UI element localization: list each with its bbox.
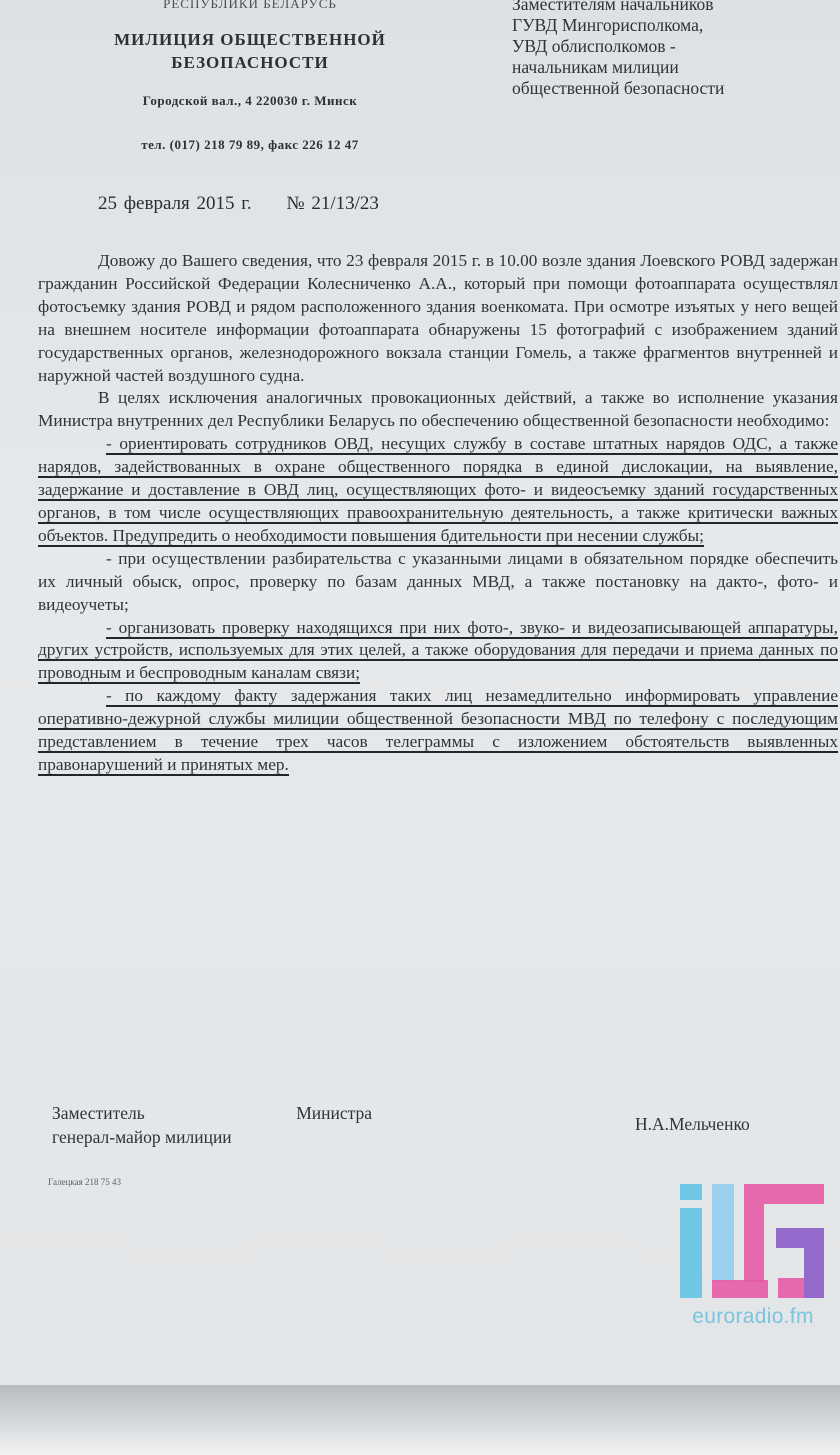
org-address: Городской вал., 4 220030 г. Минск: [142, 93, 358, 108]
photo-bottom-edge: [0, 1385, 840, 1455]
instruction-item-orient: - ориентировать сотрудников ОВД, несущих службу в составе штатных нарядов ОДС, а также нарядов, задействованных в охране общественного порядка в единой дислокации, на выявление, задержание и доставление в ОВД лиц, осуществляющих фото- и видеосъемку зданий государственных органов, в том числе осуществляющих правоохранительную деятельность, а также критически важных объектов. Предупредить о необходимости повышения бдительности при несении службы;: [38, 434, 838, 545]
signatory-position-left: Заместитель: [52, 1103, 145, 1123]
addressee-block: [512, 0, 832, 99]
paragraph-purpose: В целях исключения аналогичных провокационных действий, а также во исполнение указания Министра внутренних дел Республики Беларусь по обеспечению общественной безопасности необходимо:: [38, 388, 838, 431]
addressee-line: начальникам милиции: [512, 57, 679, 77]
instruction-item-search: - при осуществлении разбирательства с указанными лицами в обязательном порядке обеспечить их личный обыск, опрос, проверку по базам данных МВД, а также постановку на дакто-, фото- и видеоучеты;: [38, 548, 838, 614]
euroradio-watermark: [678, 1180, 828, 1348]
letter-body: [38, 250, 838, 777]
sender-header: [60, 0, 440, 153]
paragraph-incident: Довожу до Вашего сведения, что 23 февраля 2015 г. в 10.00 возле здания Лоевского РОВД задержан гражданин Российской Федерации Колесниченко А.А., который при помощи фотоаппарата осуществлял фотосъемку здания РОВД и рядом расположенного здания военкомата. При осмотре изъятых у него вещей на внешнем носителе информации фотоаппарата обнаружены 15 фотографий с изображением зданий государственных органов, железнодорожного вокзала станции Гомель, а также фрагментов внутренней и наружной частей воздушного судна.: [38, 251, 838, 385]
addressee-line: УВД облисполкомов -: [512, 36, 676, 56]
document-number: № 21/13/23: [286, 193, 379, 214]
instruction-item-report: - по каждому факту задержания таких лиц незамедлительно информировать управление оперативно-дежурной службы милиции общественной безопасности МВД по телефону с последующим представлением в течение трех часов телеграммы с изложением обстоятельств выявленных правонарушений и принятых мер.: [38, 686, 838, 774]
executor-note: Галецкая 218 75 43: [48, 1177, 121, 1187]
instruction-item-equipment: - организовать проверку находящихся при них фото-, звуко- и видеозаписывающей аппаратуры, других устройств, используемых для этих целей, а также оборудования для передачи и приема данных по проводным и беспроводным каналам связи;: [38, 617, 838, 683]
country-line: РЕСПУБЛИКИ БЕЛАРУСЬ: [163, 0, 337, 11]
addressee-line: ГУВД Мингорисполкома,: [512, 15, 704, 35]
signatory-position-right: Министра: [296, 1103, 372, 1123]
signatory-name: Н.А.Мельченко: [635, 1114, 750, 1134]
watermark-text: euroradio.fm: [692, 1305, 814, 1328]
org-phone: тел. (017) 218 79 89, факс 226 12 47: [141, 137, 359, 152]
addressee-line: Заместителям начальников: [512, 0, 714, 14]
org-name-line2: БЕЗОПАСНОСТИ: [171, 53, 329, 72]
signatory-rank: генерал-майор милиции: [52, 1127, 232, 1147]
org-name-line1: МИЛИЦИЯ ОБЩЕСТВЕННОЙ: [114, 30, 386, 49]
addressee-line: общественной безопасности: [512, 78, 725, 98]
euroradio-logo-icon: [678, 1180, 828, 1305]
signatory-block: [52, 1101, 372, 1149]
date-number-line: [98, 193, 379, 215]
document-date: 25 февраля 2015 г.: [98, 193, 252, 214]
